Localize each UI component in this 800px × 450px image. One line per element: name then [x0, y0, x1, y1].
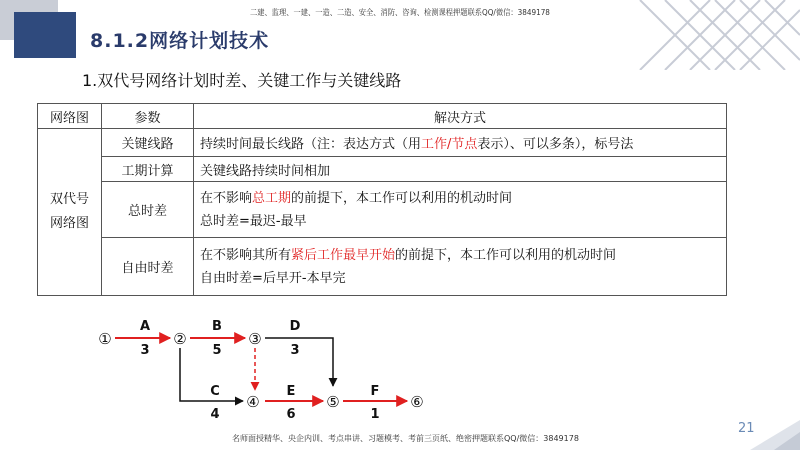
desc-text: 在不影响 — [200, 190, 253, 206]
network-diagram — [95, 312, 455, 422]
desc-text: 表示）、可以多条），标号法 — [477, 137, 634, 152]
section-title: 8.1.2网络计划技术 — [90, 30, 270, 52]
node-3: ③ — [248, 330, 262, 348]
header-network: 网络图 — [38, 104, 102, 129]
desc-text: 在不影响其所有 — [200, 247, 292, 263]
desc-cell: 关键线路持续时间相加 — [194, 157, 727, 182]
table-row — [38, 157, 727, 182]
formula-text: 自由时差=后早开-本早完 — [200, 270, 346, 286]
node-5: ⑤ — [326, 393, 340, 411]
top-contact-note: 二建、监理、一建、一造、二造、安全、消防、咨询、检测课程押题联系QQ/微信：3849178 — [250, 8, 550, 17]
desc-highlight: 总工期 — [252, 190, 292, 206]
formula-text: 总时差=最迟-最早 — [200, 213, 307, 229]
subtitle: 1.双代号网络计划时差、关键工作与关键线路 — [82, 71, 402, 90]
header-param: 参数 — [102, 104, 194, 129]
decorative-lines-top-right — [540, 0, 800, 70]
desc-text: 的前提下，本工作可以利用的机动时间 — [395, 247, 617, 263]
activity-F-duration: 1 — [370, 407, 380, 422]
param-cell: 工期计算 — [102, 157, 194, 182]
network-type-line1: 双代号 — [49, 192, 89, 207]
activity-F-name: F — [370, 384, 380, 399]
parameters-table — [37, 103, 727, 296]
activity-A-duration: 3 — [140, 343, 150, 358]
node-2: ② — [173, 330, 187, 348]
node-1: ① — [98, 330, 112, 348]
activity-D-duration: 3 — [290, 343, 300, 358]
activity-D-name: D — [289, 319, 301, 334]
activity-B-name: B — [212, 319, 222, 334]
activity-C-name: C — [210, 384, 220, 399]
table-row — [38, 129, 727, 157]
table-header-row — [38, 104, 727, 129]
decorative-square-front — [14, 12, 76, 58]
desc-highlight: 紧后工作最早开始 — [291, 247, 396, 263]
desc-cell — [194, 238, 727, 296]
param-cell: 关键线路 — [102, 129, 194, 157]
activity-E-duration: 6 — [286, 407, 296, 422]
network-type-line2: 网络图 — [49, 216, 89, 231]
activity-C-duration: 4 — [210, 407, 220, 422]
desc-cell — [194, 182, 727, 238]
desc-text: 的前提下，本工作可以利用的机动时间 — [291, 190, 513, 206]
param-cell: 自由时差 — [102, 238, 194, 296]
desc-text: 持续时间最长线路（注：表达方式（用 — [200, 137, 422, 152]
page-number: 21 — [738, 421, 755, 436]
activity-A-name: A — [139, 319, 151, 334]
node-6: ⑥ — [410, 393, 424, 411]
table-row — [38, 238, 727, 296]
param-cell: 总时差 — [102, 182, 194, 238]
activity-E-name: E — [286, 384, 296, 399]
bottom-contact-note: 名师面授精华、央企内训、考点串讲、习题模考、考前三页纸、绝密押题联系QQ/微信：3849178 — [232, 434, 579, 443]
activity-B-duration: 5 — [212, 343, 222, 358]
header-method: 解决方式 — [194, 104, 727, 129]
table-row — [38, 182, 727, 238]
desc-highlight: 工作/节点 — [421, 137, 478, 152]
node-4: ④ — [246, 393, 260, 411]
desc-cell — [194, 129, 727, 157]
network-type-cell — [38, 129, 102, 296]
